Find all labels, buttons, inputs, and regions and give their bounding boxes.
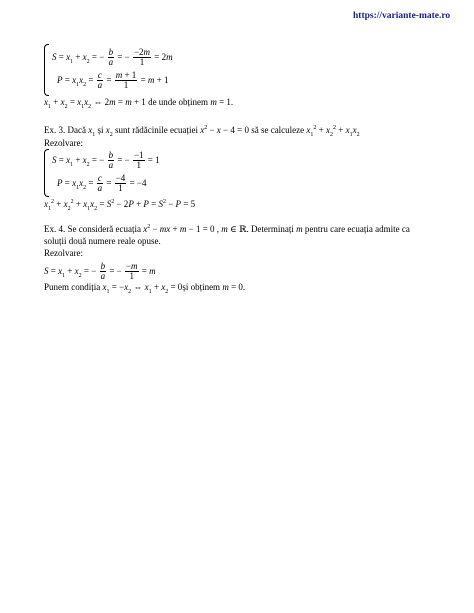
ex3-expression: $x_1^2 + x_2^2 + x_1x_2$ <box>306 125 360 138</box>
ex4-resolve-label: Rezolvare: <box>44 248 83 258</box>
system-brace <box>44 149 49 197</box>
ex4-condition-prefix: Punem condiția <box>44 282 101 292</box>
ex3-product-line: $P = x_1x_2$ = $\frac{c}{a}$ = $\frac{-4}{1}$ = −4 <box>57 173 147 194</box>
ex3-equation: $x^2 - x - 4 = 0$ <box>200 125 249 135</box>
ex4-equation: $x^2$ − mx + m − 1 = 0 <box>143 224 215 234</box>
ex2-product-line: $P = x_1x_2$ = $\frac{c}{a}$ = $\frac{m + 1}{1}$ = m + 1 <box>57 70 169 91</box>
ex4-statement: Ex. 4. Se consideră ecuația $x^2$ − mx + m − 1 = 0 , m ∈ ℝ. Determinați m pentru care ecuația admite ca <box>44 224 410 234</box>
ex3-statement-mid: sunt rădăcinile ecuației <box>115 125 198 135</box>
ex4-statement-mid: . Determinați <box>246 224 294 234</box>
ex3-sum-line: $S = x_1 + x_2$ = − $\frac{b}{a}$ = − $\frac{-1}{1}$ = 1 <box>52 150 160 171</box>
ex4-sum-line: $S = x_1 + x_2$ = − $\frac{b}{a}$ = − $\frac{-m}{1}$ = m <box>44 261 156 282</box>
ex3-statement: Ex. 3. Dacă $x_1$ și $x_2$ sunt rădăcinile ecuației $x^2 - x - 4 = 0$ să se calculeze $x_1^2 + x_2^2 + x_1x_2$ <box>44 125 360 138</box>
ex3-and-word: și <box>97 125 104 135</box>
ex4-condition <box>44 282 246 295</box>
ex4-statement-line2: soluții două numere reale opuse. <box>44 236 161 246</box>
ex3-result: $x_1^2 + x_2^2 + x_1x_2 = S^2 - 2P + P = S^2 - P = 5$ <box>44 199 196 212</box>
ex4-statement-prefix: Ex. 4. Se consideră ecuația <box>44 224 141 234</box>
ex4-condition-suffix: și obținem <box>182 282 221 292</box>
ex4-condition-result: m = 0. <box>222 282 246 292</box>
ex3-statement-suffix: să se calculeze <box>251 125 305 135</box>
ex2-conclusion-result: m = 1. <box>210 97 234 107</box>
ex4-statement-suffix: pentru care ecuația admite ca <box>304 224 410 234</box>
system-brace <box>44 44 49 96</box>
ex3-statement-prefix: Ex. 3. Dacă <box>44 125 86 135</box>
ex4-condition-math: $x_1 = -x_2$ ⇔ $x_1 + x_2 = 0$ <box>102 282 183 295</box>
ex2-conclusion-math: $x_1 + x_2 = x_1x_2$ ⇔ 2m = m + 1 <box>44 97 146 110</box>
ex2-conclusion <box>44 97 234 110</box>
ex3-resolve-label: Rezolvare: <box>44 138 83 148</box>
ex4-domain: m ∈ ℝ <box>221 224 247 234</box>
ex2-sum-line: $S = x_1 + x_2$ = − $\frac{b}{a}$ = − $\frac{-2m}{1}$ = 2m <box>52 47 173 68</box>
ex2-conclusion-text: de unde obținem <box>148 97 209 107</box>
site-url[interactable]: https://variante-mate.ro <box>353 11 451 21</box>
